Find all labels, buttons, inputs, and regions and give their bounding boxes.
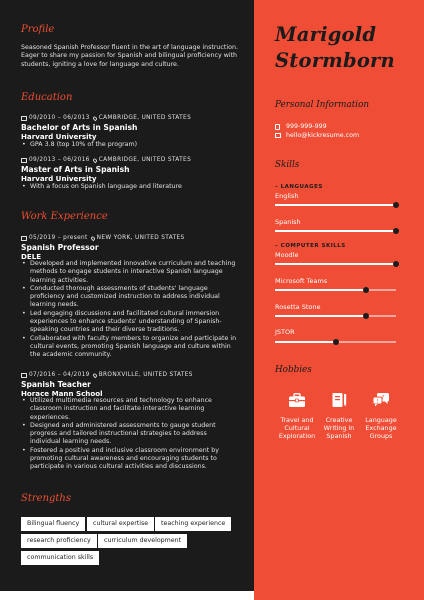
skill-level-marker bbox=[363, 287, 369, 293]
skill-name: JSTOR bbox=[275, 328, 295, 336]
hobbies-heading: Hobbies bbox=[275, 365, 312, 375]
education-1-bullets bbox=[21, 141, 237, 149]
email-icon bbox=[275, 133, 281, 138]
job-2-company: Horace Mann School bbox=[21, 389, 103, 398]
skill-name: Microsoft Teams bbox=[275, 277, 328, 285]
email-address: hello@kickresume.com bbox=[286, 132, 360, 139]
hobby-label: Travel and Cultural Exploration bbox=[278, 416, 316, 441]
education-2-dates: 09/2013 – 06/2016 bbox=[29, 157, 90, 163]
education-1-degree: Bachelor of Arts in Spanish bbox=[21, 123, 138, 132]
education-1-dates: 09/2010 – 06/2013 bbox=[29, 115, 90, 121]
skill-bar bbox=[275, 204, 396, 206]
phone-icon bbox=[275, 124, 280, 130]
full-name bbox=[275, 22, 395, 74]
education-2-meta bbox=[21, 157, 191, 163]
hobby-item bbox=[317, 392, 361, 441]
job-2-bullet: • Fostered a positive and inclusive classroom environment by promoting cultural awareness and encouraging students to participate in various cultural activities and discussions. bbox=[21, 447, 237, 472]
skill-bar bbox=[275, 230, 396, 232]
skill-bar-fill bbox=[275, 289, 366, 291]
skill-bar bbox=[275, 289, 396, 291]
strengths-heading: Strengths bbox=[21, 493, 71, 504]
skill-group-languages: – LANGUAGES bbox=[275, 184, 323, 190]
job-2-dates: 07/2016 – 04/2019 bbox=[29, 372, 90, 378]
education-2-degree: Master of Arts in Spanish bbox=[21, 165, 130, 174]
skill-bar-fill bbox=[275, 341, 336, 343]
hobby-label: Creative Writing in Spanish bbox=[323, 416, 355, 441]
skill-level-marker bbox=[363, 313, 369, 319]
skill-bar-fill bbox=[275, 263, 396, 265]
job-2-role: Spanish Teacher bbox=[21, 380, 91, 389]
hobby-item bbox=[359, 392, 403, 441]
skill-bar bbox=[275, 315, 396, 317]
job-1-bullet: • Led engaging discussions and facilitated cultural immersion experiences to enhance students' understanding of Spanish-speaking countries and their diverse traditions. bbox=[21, 310, 237, 335]
education-2-bullets bbox=[21, 183, 237, 191]
skill-name: Moodle bbox=[275, 251, 299, 259]
skill-level-marker bbox=[393, 202, 399, 208]
job-1-bullet: • Conducted thorough assessments of students' language proficiency and customized instruction to address individual learning needs. bbox=[21, 285, 237, 310]
job-2-bullet: • Designed and administered assessments to gauge student progress and tailored instructional strategies to address individual learning needs. bbox=[21, 422, 237, 447]
skill-bar bbox=[275, 263, 396, 265]
calendar-icon bbox=[21, 373, 27, 378]
strength-tag: teaching experience bbox=[155, 517, 231, 531]
job-1-bullets bbox=[21, 260, 237, 360]
skill-group-computer: – COMPUTER SKILLS bbox=[275, 243, 346, 249]
skill-level-marker bbox=[333, 339, 339, 345]
skill-bar bbox=[275, 341, 396, 343]
skill-level-marker bbox=[393, 261, 399, 267]
skill-name: English bbox=[275, 192, 299, 200]
education-2-location: CAMBRIDGE, UNITED STATES bbox=[98, 157, 192, 163]
job-1-location: NEW YORK, UNITED STATES bbox=[96, 235, 185, 241]
strength-tag: Bilingual fluency bbox=[21, 517, 85, 531]
phone-row bbox=[275, 123, 327, 130]
job-1-meta bbox=[21, 235, 185, 241]
strength-tag: curriculum development bbox=[98, 534, 187, 548]
experience-heading: Work Experience bbox=[21, 211, 108, 222]
job-2-bullet: • Utilized multimedia resources and technology to enhance classroom instruction and facilitate interactive learning experiences. bbox=[21, 397, 237, 422]
skill-name: Spanish bbox=[275, 218, 301, 226]
personal-info-heading: Personal Information bbox=[275, 100, 370, 110]
strength-tag: research proficiency bbox=[21, 534, 97, 548]
profile-text: Seasoned Spanish Professor fluent in the art of language instruction. Eager to share my passion for Spanish and bilingual proficiency with students, igniting a love for language and culture. bbox=[21, 44, 238, 68]
education-2-bullet: • With a focus on Spanish language and literature bbox=[21, 183, 237, 191]
skill-name: Rosetta Stone bbox=[275, 303, 321, 311]
chat-bubbles-icon bbox=[373, 392, 389, 406]
book-pen-icon bbox=[331, 392, 347, 406]
job-2-location: BRONXVILLE, UNITED STATES bbox=[98, 372, 193, 378]
education-2-school: Harvard University bbox=[21, 174, 97, 183]
education-1-meta bbox=[21, 115, 191, 121]
last-name: Stormborn bbox=[275, 49, 395, 72]
education-1-bullet: • GPA 3.8 (top 10% of the program) bbox=[21, 141, 237, 149]
location-pin-icon bbox=[92, 372, 97, 377]
profile-heading: Profile bbox=[21, 24, 55, 35]
job-1-bullet: • Collaborated with faculty members to organize and participate in cultural events, promoting Spanish language and culture within the academic community. bbox=[21, 335, 237, 360]
education-1-location: CAMBRIDGE, UNITED STATES bbox=[98, 115, 192, 121]
hobby-label: Language Exchange Groups bbox=[365, 416, 397, 441]
skill-bar-fill bbox=[275, 230, 396, 232]
hobby-item bbox=[275, 392, 319, 441]
strength-tag: communication skills bbox=[21, 551, 99, 565]
education-heading: Education bbox=[21, 92, 73, 103]
right-column bbox=[254, 0, 424, 600]
skills-heading: Skills bbox=[275, 160, 300, 170]
education-1-school: Harvard University bbox=[21, 132, 97, 141]
skill-bar-fill bbox=[275, 315, 366, 317]
phone-number: 999-999-999 bbox=[286, 123, 327, 130]
briefcase-icon bbox=[289, 392, 305, 406]
calendar-icon bbox=[21, 158, 27, 163]
job-1-company: DELE bbox=[21, 252, 42, 261]
job-1-bullet: • Developed and implemented innovative curriculum and teaching methods to engage students in interactive Spanish language learning activities. bbox=[21, 260, 237, 285]
strength-tag: cultural expertise bbox=[87, 517, 154, 531]
job-2-meta bbox=[21, 372, 193, 378]
skill-level-marker bbox=[393, 228, 399, 234]
calendar-icon bbox=[21, 236, 27, 241]
first-name: Marigold bbox=[275, 23, 377, 46]
location-pin-icon bbox=[92, 157, 97, 162]
location-pin-icon bbox=[90, 235, 95, 240]
job-1-role: Spanish Professor bbox=[21, 243, 99, 252]
location-pin-icon bbox=[92, 115, 97, 120]
job-1-dates: 05/2019 – present bbox=[29, 235, 88, 241]
job-2-bullets bbox=[21, 397, 237, 472]
skill-bar-fill bbox=[275, 204, 396, 206]
svg-text:!: ! bbox=[376, 398, 379, 405]
email-row bbox=[275, 132, 359, 139]
calendar-icon bbox=[21, 116, 27, 121]
svg-text:?: ? bbox=[381, 395, 385, 401]
